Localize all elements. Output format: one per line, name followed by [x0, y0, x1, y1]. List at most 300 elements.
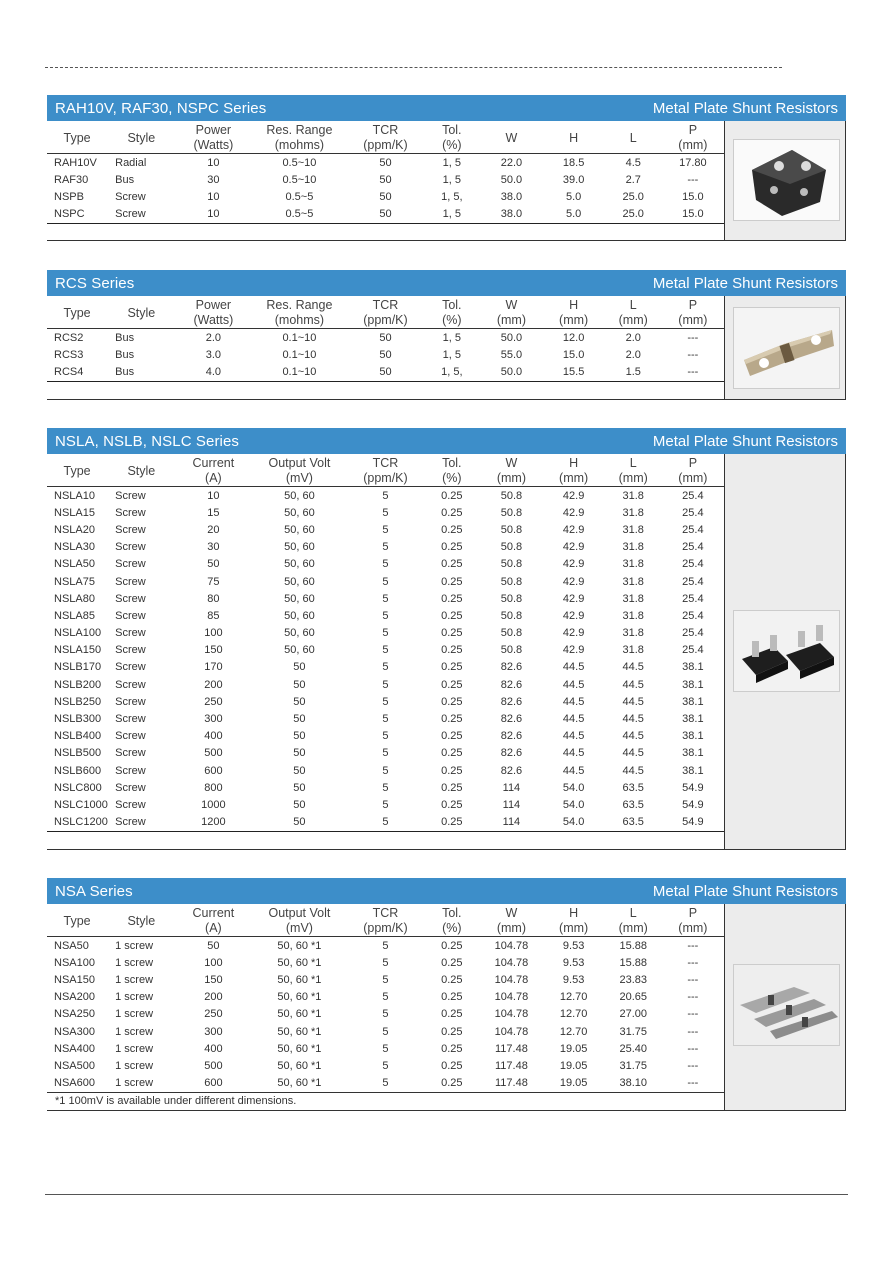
- table-cell: 600: [204, 764, 223, 777]
- table-cell: 2.7: [625, 173, 641, 186]
- column-header: [605, 296, 662, 329]
- table-row: [47, 642, 724, 659]
- table-row: [47, 676, 724, 693]
- table-cell: 2.0: [205, 331, 222, 344]
- table-cell: NSLA80: [54, 592, 95, 605]
- column-header: [107, 296, 175, 329]
- column-header-label: Res. Range: [266, 123, 333, 137]
- table-cell: 5: [382, 644, 389, 657]
- table-cell: 250: [204, 1008, 223, 1021]
- column-header-label: Power: [195, 123, 232, 137]
- table-cell: NSA150: [54, 973, 95, 986]
- table-cell: NSA600: [54, 1077, 95, 1090]
- column-header: [47, 121, 107, 154]
- table-cell: 50.0: [500, 331, 523, 344]
- column-header-unit: (mm): [496, 471, 526, 485]
- spec-table: [47, 121, 724, 224]
- table-cell: 0.25: [441, 747, 463, 760]
- table-cell: 44.5: [622, 730, 644, 743]
- table-cell: RCS4: [47, 363, 107, 381]
- table-cell: NSA500: [54, 1059, 95, 1072]
- section-body: [47, 904, 846, 1111]
- table-cell: 5: [382, 1077, 389, 1090]
- table-cell: 15.5: [543, 363, 605, 381]
- section-header: [47, 95, 846, 121]
- column-header-unit: (ppm/K): [363, 313, 408, 327]
- footnote: *1 100mV is available under different dimensions.: [47, 1092, 724, 1110]
- table-cell: 0.25: [423, 814, 480, 832]
- column-header: [423, 904, 480, 937]
- table-cell: 2.0: [625, 348, 641, 361]
- table-cell: 44.5: [562, 695, 585, 708]
- table-cell: Bus: [115, 348, 135, 361]
- table-row: [47, 188, 724, 205]
- table-row: [47, 556, 724, 573]
- table-cell: 42.9: [562, 644, 585, 657]
- column-header-unit: (ppm/K): [363, 138, 408, 152]
- table-cell: 50.8: [500, 558, 523, 571]
- table-cell: ---: [687, 1077, 699, 1090]
- column-header: [605, 454, 662, 487]
- column-header: [423, 121, 480, 154]
- column-header: [107, 121, 175, 154]
- table-row: [47, 625, 724, 642]
- table-row: [47, 937, 724, 955]
- table-cell: 38.1: [682, 661, 704, 674]
- table-cell: 104.78: [494, 939, 529, 952]
- column-header-label: Output Volt: [268, 906, 331, 920]
- table-cell: 10: [176, 206, 252, 224]
- column-header-unit: (mm): [559, 313, 589, 327]
- table-cell: 5: [382, 678, 389, 691]
- table-cell: 114: [480, 814, 542, 832]
- table-cell: 15.88: [619, 939, 647, 952]
- table-cell: 400: [204, 1042, 223, 1055]
- table-row: [47, 521, 724, 538]
- table-row: [47, 710, 724, 727]
- table-cell: Screw: [115, 764, 146, 777]
- table-cell: NSLB300: [54, 713, 102, 726]
- table-cell: 50.8: [500, 627, 523, 640]
- table-cell: 38.0: [500, 190, 523, 203]
- table-cell: 17.80: [679, 156, 707, 169]
- table-cell: 80: [207, 592, 220, 605]
- table-cell: 15.0: [562, 348, 585, 361]
- table-cell: 75: [207, 575, 220, 588]
- table-cell: NSLA30: [54, 541, 95, 554]
- table-cell: 104.78: [494, 973, 529, 986]
- column-header-unit: (mm): [496, 921, 526, 935]
- table-cell: 50.8: [500, 506, 523, 519]
- image-column: [724, 904, 845, 1110]
- column-header: [251, 454, 347, 487]
- table-cell: 0.25: [441, 627, 463, 640]
- table-cell: 44.5: [562, 678, 585, 691]
- table-cell: 50.8: [500, 592, 523, 605]
- table-cell: 54.9: [662, 814, 724, 832]
- table-cell: ---: [687, 956, 699, 969]
- section-header: [47, 878, 846, 904]
- table-cell: NSA200: [54, 991, 95, 1004]
- table-cell: 50, 60: [284, 575, 315, 588]
- table-cell: RAF30: [54, 173, 89, 186]
- table-row: [47, 590, 724, 607]
- table-cell: Screw: [115, 798, 146, 811]
- column-header: [605, 904, 662, 937]
- section-rah10v: [47, 95, 846, 241]
- table-cell: 0.25: [441, 1077, 463, 1090]
- table-cell: 18.5: [562, 156, 585, 169]
- table-cell: 5: [382, 798, 389, 811]
- table-cell: 54.0: [562, 798, 585, 811]
- table-cell: 20.65: [619, 991, 647, 1004]
- table-cell: 22.0: [500, 156, 523, 169]
- table-cell: 50: [293, 713, 306, 726]
- table-cell: 31.8: [622, 489, 644, 502]
- table-cell: 50: [293, 695, 306, 708]
- table-cell: 5: [382, 973, 389, 986]
- table-cell: 0.25: [441, 730, 463, 743]
- column-header-label: Tol.: [442, 123, 462, 137]
- table-row: [47, 971, 724, 988]
- column-header: [251, 296, 347, 329]
- table-cell: 42.9: [562, 627, 585, 640]
- column-header-unit: (mm): [678, 921, 708, 935]
- table-cell: 0.1~10: [251, 363, 347, 381]
- table-cell: 12.70: [559, 1025, 588, 1038]
- image-column: [724, 121, 845, 240]
- table-cell: 0.25: [441, 1025, 463, 1038]
- table-cell: 5: [382, 609, 389, 622]
- table-cell: ---: [687, 1059, 699, 1072]
- table-cell: 104.78: [494, 1025, 529, 1038]
- table-cell: Screw: [115, 592, 146, 605]
- column-header: [348, 121, 424, 154]
- table-cell: 0.25: [441, 764, 463, 777]
- table-cell: 38.1: [682, 730, 704, 743]
- product-photo: [733, 964, 840, 1046]
- table-cell: 50, 60 *1: [277, 939, 322, 952]
- table-cell: 104.78: [494, 1008, 529, 1021]
- table-cell: 50, 60: [284, 541, 315, 554]
- table-cell: 150: [204, 973, 223, 986]
- table-cell: NSLA10: [54, 489, 95, 502]
- table-cell: NSA400: [54, 1042, 95, 1055]
- column-header-label: Type: [63, 913, 91, 928]
- table-cell: 25.4: [682, 592, 704, 605]
- table-row: [47, 779, 724, 796]
- table-cell: 0.25: [441, 973, 463, 986]
- column-header-unit: (mm): [678, 138, 708, 152]
- table-cell: 5: [382, 991, 389, 1004]
- table-row: [47, 954, 724, 971]
- table-cell: NSLA15: [54, 506, 95, 519]
- spec-table: [47, 296, 724, 382]
- table-cell: 25.4: [682, 541, 704, 554]
- table-cell: 44.5: [562, 764, 585, 777]
- table-cell: 19.05: [559, 1042, 588, 1055]
- section-rcs: [47, 270, 846, 400]
- table-cell: 114: [502, 798, 521, 811]
- column-header-unit: (mm): [678, 471, 708, 485]
- table-cell: 50.0: [500, 173, 523, 186]
- table-cell: ---: [687, 1025, 699, 1038]
- table-cell: 54.9: [682, 798, 704, 811]
- table-row: [47, 659, 724, 676]
- table-cell: 31.8: [622, 644, 644, 657]
- column-header-label: H: [569, 456, 579, 470]
- category-label: Metal Plate Shunt Resistors: [652, 432, 838, 450]
- table-cell: 44.5: [622, 661, 644, 674]
- table-cell: 38.1: [682, 678, 704, 691]
- column-header-label: TCR: [372, 123, 399, 137]
- table-cell: 30: [207, 173, 220, 186]
- section-nsl: [47, 428, 846, 850]
- column-header: [423, 454, 480, 487]
- table-cell: Bus: [115, 331, 135, 344]
- column-header: [107, 454, 175, 487]
- table-cell: 31.8: [622, 506, 644, 519]
- table-cell: 1, 5: [442, 173, 461, 186]
- table-cell: 0.5~5: [285, 190, 314, 203]
- table-row: [47, 539, 724, 556]
- table-cell: 50.8: [500, 489, 523, 502]
- column-header-unit: (A): [205, 921, 222, 935]
- table-cell: 0.25: [441, 592, 463, 605]
- column-header-unit: (mm): [678, 313, 708, 327]
- table-cell: 5: [382, 747, 389, 760]
- column-header: [176, 904, 252, 937]
- table-cell: 42.9: [562, 575, 585, 588]
- column-header-unit: (mm): [559, 471, 589, 485]
- table-cell: ---: [687, 973, 699, 986]
- table-cell: 25.40: [619, 1042, 647, 1055]
- table-cell: 5: [382, 627, 389, 640]
- column-header-label: L: [629, 298, 637, 312]
- column-header-label: Style: [127, 463, 156, 478]
- table-cell: 50, 60: [284, 523, 315, 536]
- table-row: [47, 1075, 724, 1092]
- table-cell: 63.5: [622, 798, 644, 811]
- image-column: [724, 454, 845, 849]
- table-cell: 25.4: [682, 506, 704, 519]
- table-cell: NSPC: [47, 206, 107, 224]
- table-cell: 50.8: [500, 541, 523, 554]
- table-cell: 31.8: [622, 541, 644, 554]
- table-cell: 5: [382, 730, 389, 743]
- column-header: [423, 296, 480, 329]
- table-cell: 5: [382, 489, 389, 502]
- table-cell: 50: [379, 173, 392, 186]
- table-cell: 5: [382, 695, 389, 708]
- table-cell: NSLC1000: [54, 798, 108, 811]
- column-header-label: Type: [63, 130, 91, 145]
- table-cell: 5: [382, 939, 389, 952]
- table-cell: 0.25: [441, 1059, 463, 1072]
- spec-table: [47, 454, 724, 832]
- table-row: [47, 573, 724, 590]
- table-cell: 63.5: [622, 781, 644, 794]
- table-cell: ---: [687, 173, 699, 186]
- column-header-unit: (ppm/K): [363, 471, 408, 485]
- table-cell: 500: [204, 1059, 223, 1072]
- table-cell: 38.1: [682, 747, 704, 760]
- table-cell: NSLA100: [54, 627, 102, 640]
- table-cell: NSLA85: [54, 609, 95, 622]
- table-cell: ---: [687, 1042, 699, 1055]
- table-cell: RAH10V: [54, 156, 97, 169]
- table-cell: 0.25: [441, 609, 463, 622]
- table-cell: 5: [382, 781, 389, 794]
- table-cell: 82.6: [500, 764, 523, 777]
- section-header: [47, 428, 846, 454]
- table-cell: Screw: [107, 814, 175, 832]
- table-cell: 25.0: [622, 190, 644, 203]
- table-cell: Screw: [115, 558, 146, 571]
- table-cell: Screw: [115, 523, 146, 536]
- table-cell: 44.5: [562, 713, 585, 726]
- column-header: [662, 121, 724, 154]
- table-cell: NSLB170: [54, 661, 102, 674]
- table-cell: 50, 60 *1: [277, 1008, 322, 1021]
- table-cell: 1 screw: [115, 1077, 154, 1090]
- table-row: [47, 762, 724, 779]
- table-cell: RCS2: [54, 331, 84, 344]
- table-cell: 9.53: [562, 939, 585, 952]
- column-header-label: Tol.: [442, 456, 462, 470]
- table-cell: 2.0: [625, 331, 641, 344]
- table-cell: 5: [348, 814, 424, 832]
- column-header-label: Current: [192, 456, 235, 470]
- table-cell: 800: [204, 781, 223, 794]
- table-cell: 31.75: [619, 1025, 647, 1038]
- table-cell: 0.25: [441, 678, 463, 691]
- column-header: [47, 296, 107, 329]
- section-body: [47, 454, 846, 850]
- section-body: [47, 296, 846, 400]
- table-cell: 104.78: [494, 956, 529, 969]
- table-cell: 5.0: [565, 190, 582, 203]
- table-cell: 5: [382, 661, 389, 674]
- table-cell: 54.0: [562, 781, 585, 794]
- table-cell: 44.5: [622, 678, 644, 691]
- table-cell: 0.25: [441, 489, 463, 502]
- column-header-label: Current: [192, 906, 235, 920]
- column-header: [480, 904, 542, 937]
- table-cell: 50.8: [500, 575, 523, 588]
- table-cell: 3.0: [205, 348, 222, 361]
- column-header-unit: (mohms): [274, 313, 325, 327]
- column-header-unit: (mohms): [274, 138, 325, 152]
- table-cell: 20: [207, 523, 220, 536]
- section-nsa: [47, 878, 846, 1111]
- table-cell: 50, 60 *1: [277, 1042, 322, 1055]
- table-cell: 25.4: [682, 627, 704, 640]
- table-cell: 44.5: [622, 764, 644, 777]
- column-header: [480, 454, 542, 487]
- table-cell: 50.8: [500, 523, 523, 536]
- column-header: [348, 296, 424, 329]
- table-cell: ---: [662, 363, 724, 381]
- image-column: [724, 296, 845, 399]
- table-row: [47, 154, 724, 172]
- table-cell: 15.0: [682, 190, 704, 203]
- table-cell: Bus: [107, 363, 175, 381]
- table-cell: 300: [204, 713, 223, 726]
- column-header-unit: (Watts): [193, 138, 234, 152]
- table-cell: 0.25: [441, 713, 463, 726]
- product-photo: [733, 139, 840, 221]
- table-cell: 50: [348, 363, 424, 381]
- table-cell: 50, 60: [284, 489, 315, 502]
- column-header: [47, 454, 107, 487]
- table-cell: NSLA150: [54, 644, 102, 657]
- table-cell: 1000: [201, 798, 226, 811]
- table-row: [47, 745, 724, 762]
- table-cell: 0.25: [441, 956, 463, 969]
- table-row: [47, 693, 724, 710]
- table-cell: NSLC1200: [47, 814, 107, 832]
- table-cell: 117.48: [495, 1077, 528, 1090]
- table-cell: 42.9: [562, 558, 585, 571]
- column-header-unit: (mm): [618, 921, 648, 935]
- table-cell: 50: [293, 798, 306, 811]
- table-cell: 50.8: [500, 609, 523, 622]
- table-cell: 100: [204, 627, 223, 640]
- table-cell: 82.6: [500, 747, 523, 760]
- category-label: Metal Plate Shunt Resistors: [652, 99, 838, 117]
- column-header-unit: (%): [442, 313, 462, 327]
- table-cell: 5.0: [543, 206, 605, 224]
- table-cell: 25.4: [682, 523, 704, 536]
- table-cell: 400: [204, 730, 223, 743]
- column-header-label: Power: [195, 298, 232, 312]
- table-row: [47, 607, 724, 624]
- table-cell: NSLA50: [54, 558, 95, 571]
- table-cell: 15.88: [619, 956, 647, 969]
- table-cell: Screw: [115, 661, 146, 674]
- table-row: [47, 796, 724, 813]
- category-label: Metal Plate Shunt Resistors: [652, 882, 838, 900]
- table-cell: 1.5: [605, 363, 662, 381]
- table-cell: 0.25: [441, 939, 463, 952]
- table-cell: Screw: [115, 541, 146, 554]
- table-cell: 12.0: [562, 331, 585, 344]
- table-cell: 0.25: [441, 695, 463, 708]
- column-header-label: W: [505, 130, 518, 145]
- table-cell: 1, 5: [442, 348, 461, 361]
- table-cell: 31.8: [622, 627, 644, 640]
- column-header-label: TCR: [372, 906, 399, 920]
- table-cell: 50: [207, 558, 220, 571]
- series-title: NSA Series: [55, 882, 133, 900]
- table-cell: Screw: [115, 575, 146, 588]
- column-header-unit: (Watts): [193, 313, 234, 327]
- table-cell: 50: [293, 678, 306, 691]
- product-photo: [733, 610, 840, 692]
- table-cell: NSA50: [54, 939, 89, 952]
- table-cell: 0.25: [441, 523, 463, 536]
- table-cell: 250: [204, 695, 223, 708]
- table-cell: 82.6: [500, 661, 523, 674]
- table-cell: 50, 60 *1: [277, 1077, 322, 1090]
- table-cell: 1 screw: [115, 956, 154, 969]
- table-cell: Screw: [115, 609, 146, 622]
- column-header-label: P: [688, 298, 698, 312]
- table-cell: 25.4: [682, 609, 704, 622]
- table-cell: 5: [382, 541, 389, 554]
- table-cell: 31.8: [622, 523, 644, 536]
